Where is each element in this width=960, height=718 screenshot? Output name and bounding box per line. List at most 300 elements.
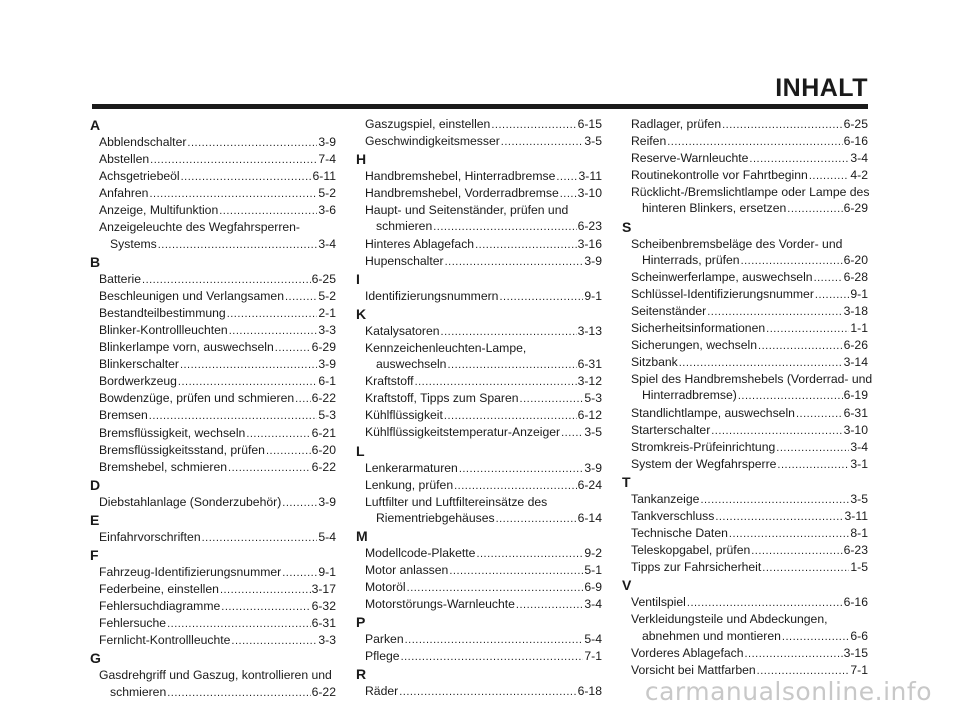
dot-leader (227, 306, 318, 322)
dot-leader (782, 629, 849, 645)
index-entry[interactable] (622, 320, 868, 337)
index-entry[interactable] (356, 340, 602, 373)
dot-leader (729, 526, 849, 542)
index-letter-heading: I (356, 270, 360, 287)
dot-leader (496, 511, 577, 527)
index-entry-label: Kühlflüssigkeit (365, 408, 443, 423)
index-entry-page: 6-16 (843, 134, 868, 149)
index-entry-page: 3-17 (311, 582, 336, 597)
index-entry-label: Vorsicht bei Mattfarben (631, 662, 756, 677)
index-entry-continuation (622, 200, 868, 217)
index-entry-label: Scheibenbremsbeläge des Vorder- und (631, 236, 843, 251)
index-entry-continuation (356, 356, 602, 373)
index-entry-page: 3-13 (577, 323, 602, 338)
index-entry-label: Spiel des Handbremshebels (Vorderrad- und (631, 372, 873, 387)
index-entry-label: Starterschalter (631, 422, 711, 437)
index-entry-label: Haupt- und Seitenständer, prüfen und (365, 203, 569, 218)
index-entry-label: Lenkerarmaturen (365, 460, 458, 475)
index-entry-label: Parken (365, 632, 404, 647)
index-entry-page: 5-4 (584, 632, 602, 647)
dot-leader (796, 406, 843, 422)
dot-leader (447, 357, 576, 373)
index-entry[interactable] (622, 286, 868, 303)
dot-leader (687, 595, 843, 611)
index-entry[interactable] (90, 407, 336, 424)
index-entry[interactable] (90, 667, 336, 700)
index-entry-page: 5-2 (318, 288, 336, 303)
dot-leader (787, 201, 842, 217)
index-entry-label: Blinker-Kontrollleuchten (99, 322, 228, 337)
index-entry-page: 5-3 (318, 408, 336, 423)
dot-leader (454, 478, 577, 494)
index-letter-heading: P (356, 614, 366, 631)
index-entry-page: 3-12 (577, 374, 602, 389)
index-entry-label: Geschwindigkeitsmesser (365, 134, 500, 149)
index-entry-page: 6-31 (577, 357, 602, 372)
index-entry[interactable] (622, 150, 868, 167)
index-entry-page: 5-4 (318, 529, 336, 544)
index-entry-label: Bordwerkzeug (99, 374, 177, 389)
index-entry[interactable] (622, 354, 868, 371)
index-entry-label: Reserve-Warnleuchte (631, 151, 749, 166)
dot-leader (246, 426, 310, 442)
index-entry[interactable] (356, 579, 602, 596)
dot-leader (700, 492, 849, 508)
index-letter-heading: B (90, 253, 101, 270)
index-entry-label: abnehmen und montieren (642, 628, 781, 643)
index-entry-page: 6-23 (843, 543, 868, 558)
dot-leader (445, 254, 584, 270)
index-entry[interactable] (622, 611, 868, 644)
dot-leader (228, 460, 311, 476)
index-entry-label: Gasdrehgriff und Gaszug, kontrollieren und (99, 668, 332, 683)
index-entry[interactable] (356, 562, 602, 579)
dot-leader (220, 582, 311, 598)
index-entry-label: Fehlersuchdiagramme (99, 599, 221, 614)
index-entry-page: 3-4 (318, 236, 336, 251)
dot-leader (459, 461, 584, 477)
dot-leader (560, 186, 577, 202)
index-entry-label: Luftfilter und Luftfiltereinsätze des (365, 494, 548, 509)
dot-leader (707, 304, 842, 320)
index-entry-continuation (622, 252, 868, 269)
index-entry[interactable] (356, 168, 602, 185)
index-entry[interactable] (90, 598, 336, 615)
dot-leader (444, 408, 577, 424)
dot-leader (285, 289, 317, 305)
dot-leader (149, 186, 317, 202)
index-entry-page: 6-28 (843, 269, 868, 284)
index-entry-label: Seitenständer (631, 303, 707, 318)
index-entry-page: 3-18 (843, 303, 868, 318)
dot-leader (399, 684, 576, 700)
index-entry-page: 4-2 (850, 168, 868, 183)
dot-leader (178, 374, 317, 390)
index-entry-label: Tipps zur Fahrsicherheit (631, 560, 762, 575)
index-letter-heading: L (356, 442, 365, 459)
index-entry[interactable] (90, 305, 336, 322)
dot-leader (520, 391, 584, 407)
dot-leader (219, 203, 317, 219)
dot-leader (158, 237, 318, 253)
dot-leader (295, 391, 310, 407)
index-entry[interactable] (356, 202, 602, 235)
dot-leader (441, 324, 577, 340)
index-entry-page: 3-5 (584, 425, 602, 440)
index-entry[interactable] (356, 323, 602, 340)
index-entry-continuation (90, 684, 336, 701)
index-entry-label: Motorstörungs-Warnleuchte (365, 597, 515, 612)
index-entry[interactable] (622, 167, 868, 184)
dot-leader (751, 543, 842, 559)
index-entry-label: Hinterradbremse) (642, 388, 737, 403)
index-entry-label: Reifen (631, 134, 667, 149)
index-entry-page: 3-3 (318, 633, 336, 648)
index-entry-label: Gaszugspiel, einstellen (365, 117, 491, 131)
index-entry-page: 6-9 (584, 580, 602, 595)
index-entry[interactable] (356, 407, 602, 424)
index-entry[interactable] (90, 459, 336, 476)
index-entry-page: 6-14 (577, 510, 602, 525)
index-letter-heading: F (90, 546, 99, 563)
index-entry-label: Anfahren (99, 186, 149, 201)
dot-leader (758, 338, 843, 354)
dot-leader (415, 374, 577, 390)
index-entry-label: Bremsen (99, 408, 148, 423)
index-entry-label: Bremsflüssigkeit, wechseln (99, 425, 246, 440)
index-entry[interactable] (356, 460, 602, 477)
index-entry-label: Motoröl (365, 580, 406, 595)
index-entry-label: Hinteres Ablagefach (365, 236, 475, 251)
dot-leader (561, 425, 583, 441)
index-entry-label: Fahrzeug-Identifizierungsnummer (99, 564, 282, 579)
dot-leader (221, 599, 310, 615)
index-entry-label: Abstellen (99, 152, 150, 167)
index-entry[interactable] (622, 456, 868, 473)
index-entry-page: 3-10 (577, 186, 602, 201)
index-entry-page: 7-1 (850, 662, 868, 677)
index-entry-continuation (356, 510, 602, 527)
index-entry-page: 3-10 (843, 422, 868, 437)
index-entry-page: 6-23 (577, 219, 602, 234)
index-entry-label: Riementriebgehäuses (376, 510, 495, 525)
index-entry[interactable] (356, 373, 602, 390)
dot-leader (405, 632, 584, 648)
index-entry-page: 2-1 (318, 305, 336, 320)
index-entry[interactable] (356, 236, 602, 253)
index-entry[interactable] (90, 322, 336, 339)
page-title: INHALT (775, 74, 868, 102)
index-entry[interactable] (90, 529, 336, 546)
dot-leader (231, 633, 317, 649)
dot-leader (556, 169, 577, 185)
index-entry[interactable] (622, 422, 868, 439)
index-entry-label: Teleskopgabel, prüfen (631, 543, 751, 558)
index-entry-continuation (90, 236, 336, 253)
index-entry-label: Hinterrads, prüfen (642, 252, 740, 267)
index-entry[interactable] (90, 615, 336, 632)
index-entry-label: Einfahrvorschriften (99, 529, 201, 544)
index-letter-heading: T (622, 473, 631, 490)
index-entry-label: Bestandteilbestimmung (99, 305, 226, 320)
dot-leader (475, 237, 577, 253)
index-entry-label: Hupenschalter (365, 253, 444, 268)
index-entry[interactable] (622, 303, 868, 320)
index-entry-label: Scheinwerferlampe, auswechseln (631, 269, 813, 284)
index-entry-label: Identifizierungsnummern (365, 288, 499, 303)
index-entry[interactable] (356, 494, 602, 527)
dot-leader (762, 560, 849, 576)
index-entry[interactable] (356, 133, 602, 150)
index-entry-page: 9-1 (318, 564, 336, 579)
index-entry[interactable] (90, 151, 336, 168)
index-entry-page: 6-29 (843, 201, 868, 216)
index-entry[interactable] (90, 390, 336, 407)
index-entry-label: hinteren Blinkers, ersetzen (642, 201, 787, 216)
index-entry-page: 7-1 (584, 649, 602, 664)
index-entry[interactable] (90, 632, 336, 649)
index-entry[interactable] (356, 477, 602, 494)
dot-leader (180, 357, 317, 373)
index-entry[interactable] (622, 371, 873, 404)
index-entry[interactable] (622, 269, 868, 286)
index-entry-label: Standlichtlampe, auswechseln (631, 405, 795, 420)
index-entry-label: Batterie (99, 271, 142, 286)
dot-leader (815, 287, 849, 303)
index-entry-label: Rücklicht-/Bremslichtlampe oder Lampe des (631, 185, 870, 200)
watermark-text: carmanualsonline.info (644, 677, 932, 706)
index-entry-label: Bowdenzüge, prüfen und schmieren (99, 391, 295, 406)
dot-leader (433, 219, 576, 235)
index-entry[interactable] (622, 594, 868, 611)
index-entry[interactable] (622, 439, 868, 456)
dot-leader (167, 685, 310, 701)
index-entry-label: Technische Daten (631, 526, 728, 541)
index-entry-page: 6-32 (311, 599, 336, 614)
dot-leader (766, 321, 849, 337)
dot-leader (711, 423, 842, 439)
index-entry-page: 6-1 (318, 374, 336, 389)
index-entry-page: 6-12 (577, 408, 602, 423)
index-entry-label: Sicherheitsinformationen (631, 321, 766, 336)
index-entry-label: Systems (110, 236, 157, 251)
index-entry-page: 3-9 (318, 357, 336, 372)
index-entry-label: Achsgetriebeöl (99, 169, 180, 184)
index-entry-page: 6-22 (311, 684, 336, 699)
index-entry-page: 9-2 (584, 545, 602, 560)
index-entry-page: 3-4 (850, 151, 868, 166)
index-entry-page: 3-15 (843, 645, 868, 660)
index-entry-label: Sicherungen, wechseln (631, 338, 758, 353)
index-entry[interactable] (90, 168, 336, 185)
index-column-3 (622, 116, 873, 679)
index-entry-label: Verkleidungsteile und Abdeckungen, (631, 612, 828, 627)
dot-leader (282, 565, 317, 581)
index-entry-label: Fernlicht-Kontrollleuchte (99, 633, 231, 648)
index-entry-label: Blinkerlampe vorn, auswechseln (99, 340, 274, 355)
dot-leader (809, 168, 850, 184)
index-entry[interactable] (356, 424, 602, 441)
index-entry[interactable] (90, 494, 336, 511)
index-entry-page: 6-20 (311, 442, 336, 457)
index-entry[interactable] (90, 339, 336, 356)
index-entry-page: 5-1 (584, 562, 602, 577)
index-entry-page: 5-3 (584, 391, 602, 406)
dot-leader (777, 457, 849, 473)
index-entry-label: Handbremshebel, Hinterradbremse (365, 169, 556, 184)
index-entry[interactable] (622, 133, 868, 150)
index-entry[interactable] (356, 596, 602, 613)
index-entry[interactable] (622, 337, 868, 354)
index-entry-page: 6-18 (577, 684, 602, 699)
dot-leader (814, 270, 843, 286)
index-entry[interactable] (356, 390, 602, 407)
dot-leader (449, 563, 583, 579)
index-entry[interactable] (356, 185, 602, 202)
index-entry-page: 3-5 (850, 491, 868, 506)
index-entry[interactable] (622, 184, 868, 217)
index-entry[interactable] (356, 116, 602, 133)
index-letter-heading: S (622, 218, 632, 235)
index-entry[interactable] (356, 683, 602, 700)
index-entry-page: 6-11 (312, 169, 336, 184)
index-entry[interactable] (90, 134, 336, 151)
index-entry[interactable] (356, 631, 602, 648)
index-entry-page: 3-9 (584, 253, 602, 268)
index-entry-page: 3-4 (584, 597, 602, 612)
index-entry[interactable] (622, 116, 868, 133)
dot-leader (282, 495, 317, 511)
index-entry-page: 6-29 (311, 340, 336, 355)
index-entry-label: Fehlersuche (99, 616, 167, 631)
index-entry[interactable] (622, 559, 868, 576)
dot-leader (167, 616, 311, 632)
dot-leader (776, 440, 849, 456)
index-entry-page: 3-5 (584, 134, 602, 149)
index-entry-label: Tankanzeige (631, 491, 700, 506)
index-entry-page: 6-25 (843, 117, 868, 131)
index-entry[interactable] (622, 542, 868, 559)
index-entry[interactable] (622, 405, 868, 422)
index-entry-label: Tankverschluss (631, 508, 715, 523)
index-letter-heading: K (356, 305, 367, 322)
index-entry-label: Schlüssel-Identifizierungsnummer (631, 286, 814, 301)
index-entry-page: 3-11 (844, 508, 868, 523)
dot-leader (667, 134, 842, 150)
index-entry[interactable] (622, 491, 868, 508)
index-entry[interactable] (90, 185, 336, 202)
index-entry-continuation (622, 387, 868, 404)
index-letter-heading: V (622, 577, 632, 594)
dot-leader (516, 597, 583, 613)
index-entry-page: 6-16 (843, 595, 868, 610)
index-letter-heading: R (356, 666, 367, 683)
dot-leader (202, 530, 318, 546)
index-entry-label: Kraftstoff (365, 374, 414, 389)
index-entry-label: Handbremshebel, Vorderradbremse (365, 186, 559, 201)
dot-leader (738, 388, 843, 404)
index-entry-page: 6-22 (311, 391, 336, 406)
index-entry-page: 1-1 (850, 321, 868, 336)
index-entry-page: 6-24 (577, 477, 602, 492)
index-entry[interactable] (356, 545, 602, 562)
index-letter-heading: D (90, 476, 101, 493)
dot-leader (401, 649, 584, 665)
index-entry-page: 5-2 (318, 186, 336, 201)
index-entry-page: 7-4 (318, 152, 336, 167)
index-entry[interactable] (90, 373, 336, 390)
index-entry-label: System der Wegfahrsperre (631, 456, 777, 471)
index-entry-label: Diebstahlanlage (Sonderzubehör) (99, 494, 282, 509)
dot-leader (150, 152, 317, 168)
index-entry[interactable] (90, 442, 336, 459)
index-entry-page: 3-4 (850, 439, 868, 454)
index-entry[interactable] (356, 288, 602, 305)
index-column-2 (356, 116, 602, 701)
index-entry-page: 6-25 (311, 271, 336, 286)
dot-leader (744, 646, 842, 662)
index-entry-page: 3-6 (318, 203, 336, 218)
index-entry-label: Vorderes Ablagefach (631, 645, 744, 660)
index-entry[interactable] (90, 271, 336, 288)
index-entry[interactable] (622, 645, 868, 662)
index-entry-label: Abblendschalter (99, 135, 187, 149)
index-entry[interactable] (622, 525, 868, 542)
index-entry-page: 6-31 (311, 616, 336, 631)
dot-leader (741, 253, 843, 269)
index-entry[interactable] (622, 508, 868, 525)
dot-leader (499, 289, 583, 305)
dot-leader (749, 151, 849, 167)
index-entry[interactable] (622, 236, 868, 269)
index-entry-page: 8-1 (850, 526, 868, 541)
dot-leader (715, 509, 843, 525)
index-entry[interactable] (90, 356, 336, 373)
index-entry-label: Motor anlassen (365, 562, 449, 577)
index-entry-page: 3-11 (578, 169, 602, 184)
index-letter-heading: E (90, 511, 100, 528)
index-entry[interactable] (90, 288, 336, 305)
index-entry-label: schmieren (110, 684, 167, 699)
index-entry[interactable] (90, 202, 336, 219)
index-entry-label: Routinekontrolle vor Fahrtbeginn (631, 168, 808, 183)
index-entry-label: Kühlflüssigkeitstemperatur-Anzeiger (365, 425, 561, 440)
index-entry[interactable] (90, 564, 336, 581)
index-entry-page: 3-9 (584, 460, 602, 475)
index-entry-label: Anzeige, Multifunktion (99, 203, 219, 218)
index-entry-page: 6-19 (843, 388, 868, 403)
index-entry[interactable] (90, 581, 336, 598)
dot-leader (149, 408, 318, 424)
index-entry[interactable] (356, 253, 602, 270)
dot-leader (181, 169, 312, 185)
index-entry-page: 6-20 (843, 252, 868, 267)
title-rule (92, 104, 868, 109)
index-entry-label: Modellcode-Plakette (365, 545, 476, 560)
index-letter-heading: M (356, 527, 368, 544)
dot-leader (229, 323, 318, 339)
index-entry-page: 6-22 (311, 459, 336, 474)
index-entry[interactable] (356, 648, 602, 665)
index-entry-page: 6-6 (850, 628, 868, 643)
index-entry[interactable] (90, 219, 336, 252)
index-letter-heading: A (90, 117, 101, 133)
index-entry-label: Radlager, prüfen (631, 117, 722, 131)
dot-leader (407, 580, 584, 596)
index-entry[interactable] (90, 425, 336, 442)
index-entry-label: Beschleunigen und Verlangsamen (99, 288, 284, 303)
dot-leader (679, 355, 843, 371)
